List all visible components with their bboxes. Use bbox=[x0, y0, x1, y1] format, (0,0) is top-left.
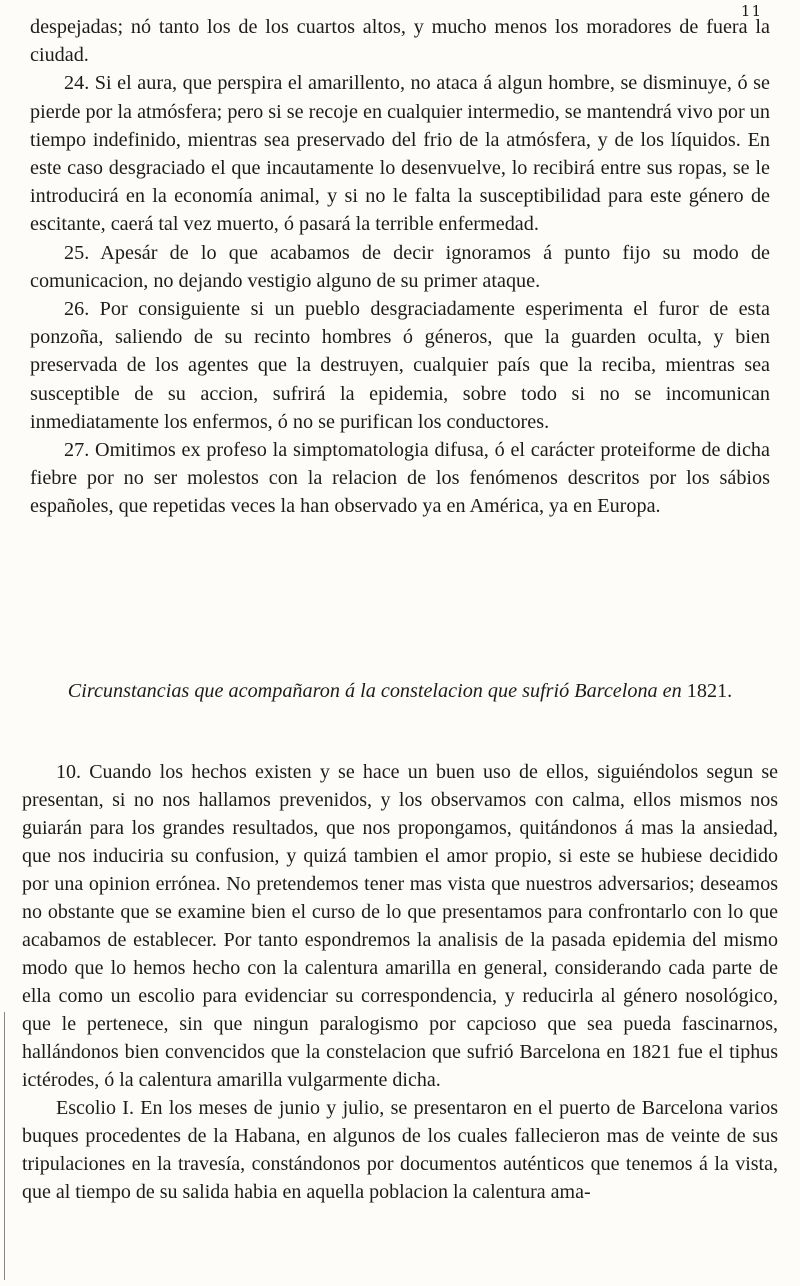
paragraph-24: 24. Si el aura, que perspira el amarillento, no ataca á algun hombre, se disminuye, ó se pierde por la atmósfera; pero si se recoje en cualquier intermedio, se mantendrá vivo por un tiempo indefinido, mientras sea preservado del frio de la atmósfera, y de los líquidos. En este caso desgraciado el que incautamente lo desenvuelve, lo recibirá entre sus ropas, se le introducirá en la economía animal, y si no le falta la susceptibilidad para este género de escitante, caerá tal vez muerto, ó pasará la terrible enfermedad. bbox=[30, 72, 770, 236]
paragraph-27: 27. Omitimos ex profeso la simptomatologia difusa, ó el carácter proteiforme de dicha fiebre por no ser molestos con la relacion de los fenómenos descritos por los sábios españoles, que repetidas veces la han observado ya en América, ya en Europa. bbox=[30, 439, 770, 518]
escolio-1: Escolio I. En los meses de junio y julio, se presentaron en el puerto de Barcelona varios buques procedentes de la Habana, en algunos de los cuales fallecieron mas de veinte de sus tripulaciones en la travesía, constándonos por documentos auténticos que tenemos á la vista, que al tiempo de su salida habia en aquella poblacion la calentura ama- bbox=[22, 1097, 778, 1203]
section-heading bbox=[40, 677, 760, 705]
section-heading-year: 1821. bbox=[686, 680, 733, 702]
bottom-text-block bbox=[22, 758, 778, 1206]
paragraph-26: 26. Por consiguiente si un pueblo desgraciadamente esperimenta el furor de esta ponzoña, saliendo de su recinto hombres ó géneros, que la guarden oculta, y bien preservada de los agentes que la destruyen, cualquier país que la reciba, mientras sea susceptible de su accion, sufrirá la epidemia, sobre todo si no se incomunican inmediatamente los enfermos, ó no se purifican los conductores. bbox=[30, 298, 770, 433]
section-heading-text: Circunstancias que acompañaron á la constelacion que sufrió Barcelona en bbox=[67, 680, 682, 702]
paragraph-25: 25. Apesár de lo que acabamos de decir ignoramos á punto fijo su modo de comunicacion, no dejando vestigio alguno de su primer ataque. bbox=[30, 241, 770, 292]
top-text-block bbox=[30, 13, 770, 521]
margin-line bbox=[4, 1012, 5, 1280]
paragraph-10: 10. Cuando los hechos existen y se hace un buen uso de ellos, siguiéndolos segun se presentan, si no nos hallamos prevenidos, y los observamos con calma, ellos mismos nos guiarán para los grandes resultados, que nos propongamos, quitándonos á mas la ansiedad, que nos induciria su confusion, y quizá tambien el amor propio, si este se hubiese decidido por una opinion errónea. No pretendemos tener mas vista que nuestros adversarios; deseamos no obstante que se examine bien el curso de lo que presentamos para confrontarlo con lo que acabamos de establecer. Por tanto espondremos la analisis de la pasada epidemia del mismo modo que lo hemos hecho con la calentura amarilla en general, considerando cada parte de ella como un escolio para evidenciar su correspondencia, y reducirla al género nosológico, que le pertenece, sin que ningun paralogismo por capcioso que sea pueda fascinarnos, hallándonos bien convencidos que la constelacion que sufrió Barcelona en 1821 fue el tiphus ictérodes, ó la calentura amarilla vulgarmente dicha. bbox=[22, 761, 778, 1091]
page-number: 11 bbox=[740, 2, 762, 20]
paragraph-continuation: despejadas; nó tanto los de los cuartos altos, y mucho menos los moradores de fuera la ciudad. bbox=[30, 16, 770, 67]
